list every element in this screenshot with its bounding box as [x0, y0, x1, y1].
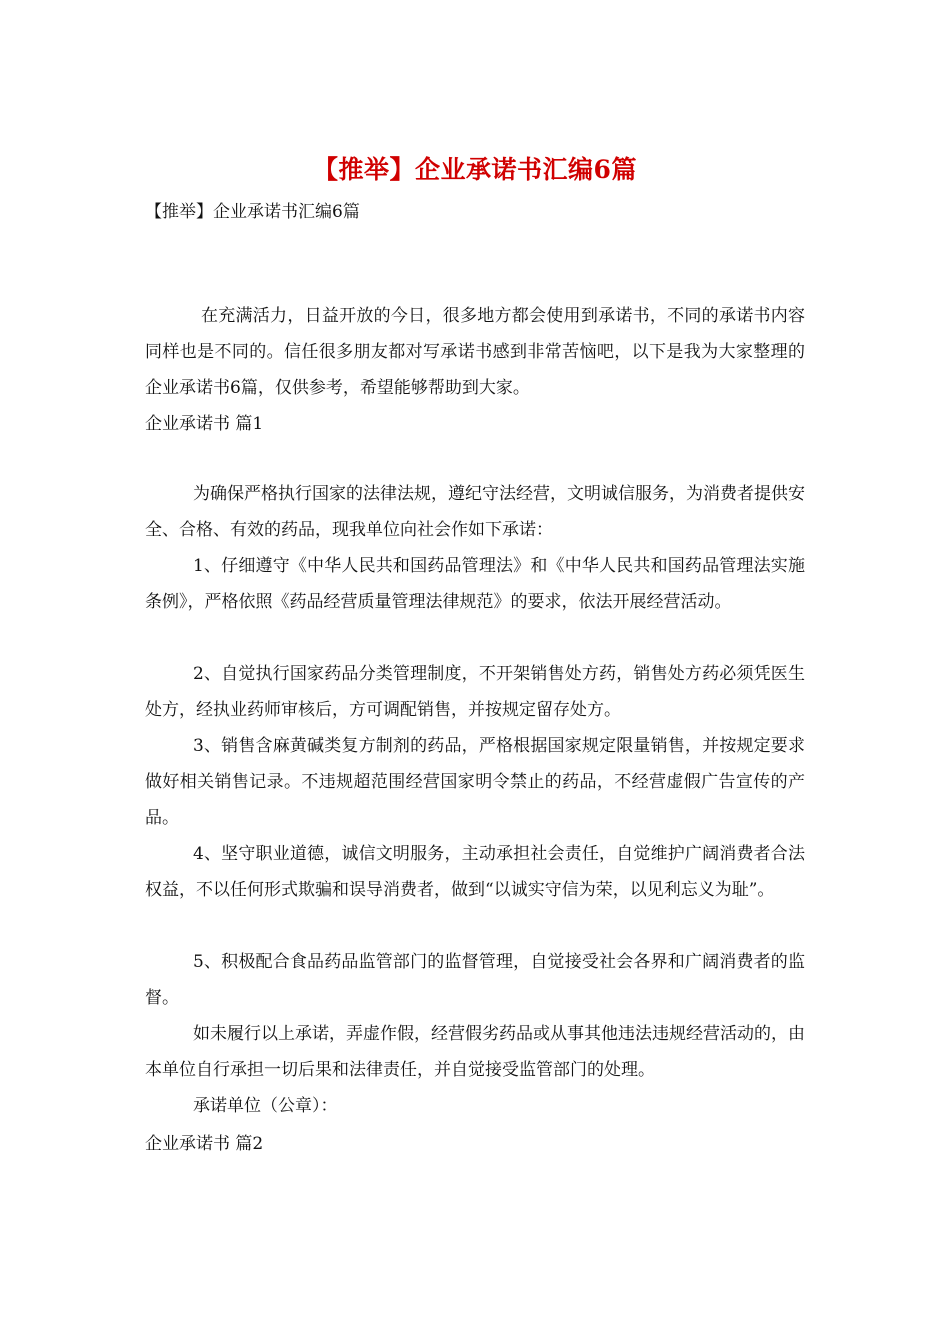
section-heading-2: 企业承诺书 篇2 [145, 1134, 264, 1154]
commitment-item-1: 1、仔细遵守《中华人民共和国药品管理法》和《中华人民共和国药品管理法实施条例》，严格依照《药品经营质量管理法律规范》的要求，依法开展经营活动。 [145, 556, 805, 612]
commitment-item-3: 3、销售含麻黄碱类复方制剂的药品，严格根据国家规定限量销售，并按规定要求做好相关销售记录。不违规超范围经营国家明令禁止的药品，不经营虚假广告宣传的产品。 [145, 736, 805, 828]
section-heading-1: 企业承诺书 篇1 [145, 414, 264, 434]
section1-opening: 为确保严格执行国家的法律法规，遵纪守法经营，文明诚信服务，为消费者提供安全、合格、有效的药品，现我单位向社会作如下承诺： [145, 484, 805, 540]
signature-line: 承诺单位（公章）： [193, 1096, 338, 1116]
commitment-item-4: 4、坚守职业道德，诚信文明服务，主动承担社会责任，自觉维护广阔消费者合法权益，不以任何形式欺骗和误导消费者，做到“以诚实守信为荣，以见利忘义为耻”。 [145, 844, 805, 900]
document-subtitle: 【推举】企业承诺书汇编6篇 [145, 202, 360, 222]
commitment-item-5: 5、积极配合食品药品监管部门的监督管理，自觉接受社会各界和广阔消费者的监督。 [145, 952, 805, 1008]
section1-closing: 如未履行以上承诺，弄虚作假，经营假劣药品或从事其他违法违规经营活动的，由本单位自行承担一切后果和法律责任，并自觉接受监管部门的处理。 [145, 1024, 805, 1080]
document-title: 【推举】企业承诺书汇编6篇 [313, 155, 637, 184]
commitment-item-2: 2、自觉执行国家药品分类管理制度，不开架销售处方药，销售处方药必须凭医生处方，经执业药师审核后，方可调配销售，并按规定留存处方。 [145, 664, 805, 720]
intro-paragraph: 在充满活力，日益开放的今日，很多地方都会使用到承诺书，不同的承诺书内容同样也是不同的。信任很多朋友都对写承诺书感到非常苦恼吧，以下是我为大家整理的企业承诺书6篇，仅供参考，希望能够帮助到大家。 [145, 306, 805, 398]
